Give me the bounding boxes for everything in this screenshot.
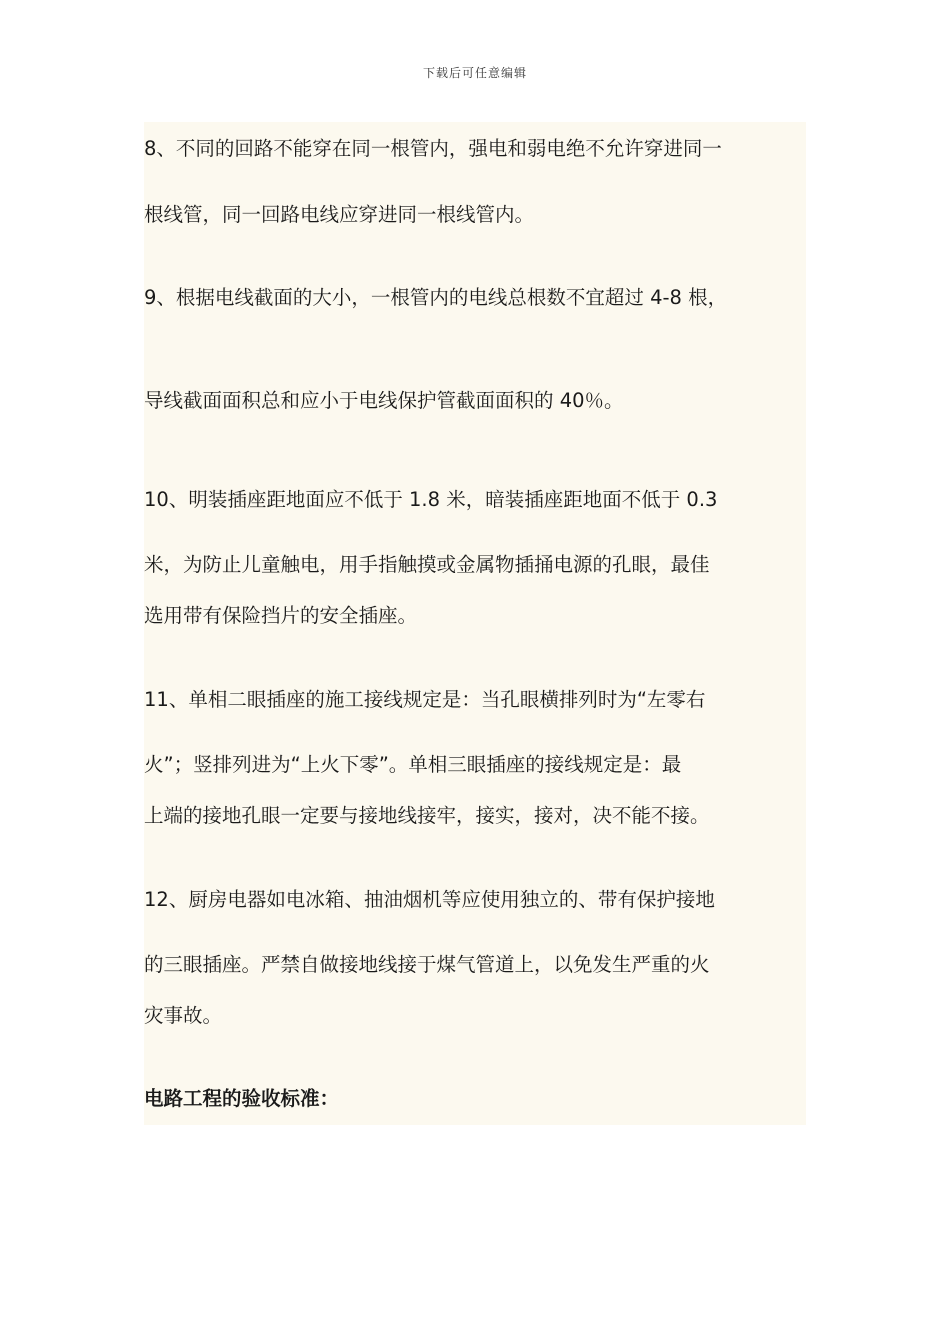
paragraph-9-line-1: 9、根据电线截面的大小，一根管内的电线总根数不宜超过 4-8 根， [144,286,728,309]
paragraph-8-line-1: 8、不同的回路不能穿在同一根管内，强电和弱电绝不允许穿进同一 [144,137,722,160]
paragraph-10-line-2: 米，为防止儿童触电，用手指触摸或金属物插捅电源的孔眼，最佳 [144,553,710,576]
paragraph-9-line-2: 导线截面面积总和应小于电线保护管截面面积的 40％。 [144,389,624,412]
paragraph-11-line-1: 11、单相二眼插座的施工接线规定是：当孔眼横排列时为“左零右 [144,688,706,711]
paragraph-10-line-1: 10、明装插座距地面应不低于 1.8 米，暗装插座距地面不低于 0.3 [144,488,718,511]
paragraph-12-line-3: 灾事故。 [144,1004,223,1027]
paragraph-8-line-2: 根线管，同一回路电线应穿进同一根线管内。 [144,203,535,226]
paragraph-12-line-2: 的三眼插座。严禁自做接地线接于煤气管道上，以免发生严重的火 [144,953,710,976]
paragraph-11-line-2: 火”；竖排列进为“上火下零”。单相三眼插座的接线规定是：最 [144,753,682,776]
paragraph-11-line-3: 上端的接地孔眼一定要与接地线接牢，接实，接对，决不能不接。 [144,804,710,827]
section-heading: 电路工程的验收标准： [144,1087,340,1110]
page-header: 下载后可任意编辑 [422,66,527,80]
paragraph-10-line-3: 选用带有保险挡片的安全插座。 [144,604,418,627]
paragraph-12-line-1: 12、厨房电器如电冰箱、抽油烟机等应使用独立的、带有保护接地 [144,888,715,911]
